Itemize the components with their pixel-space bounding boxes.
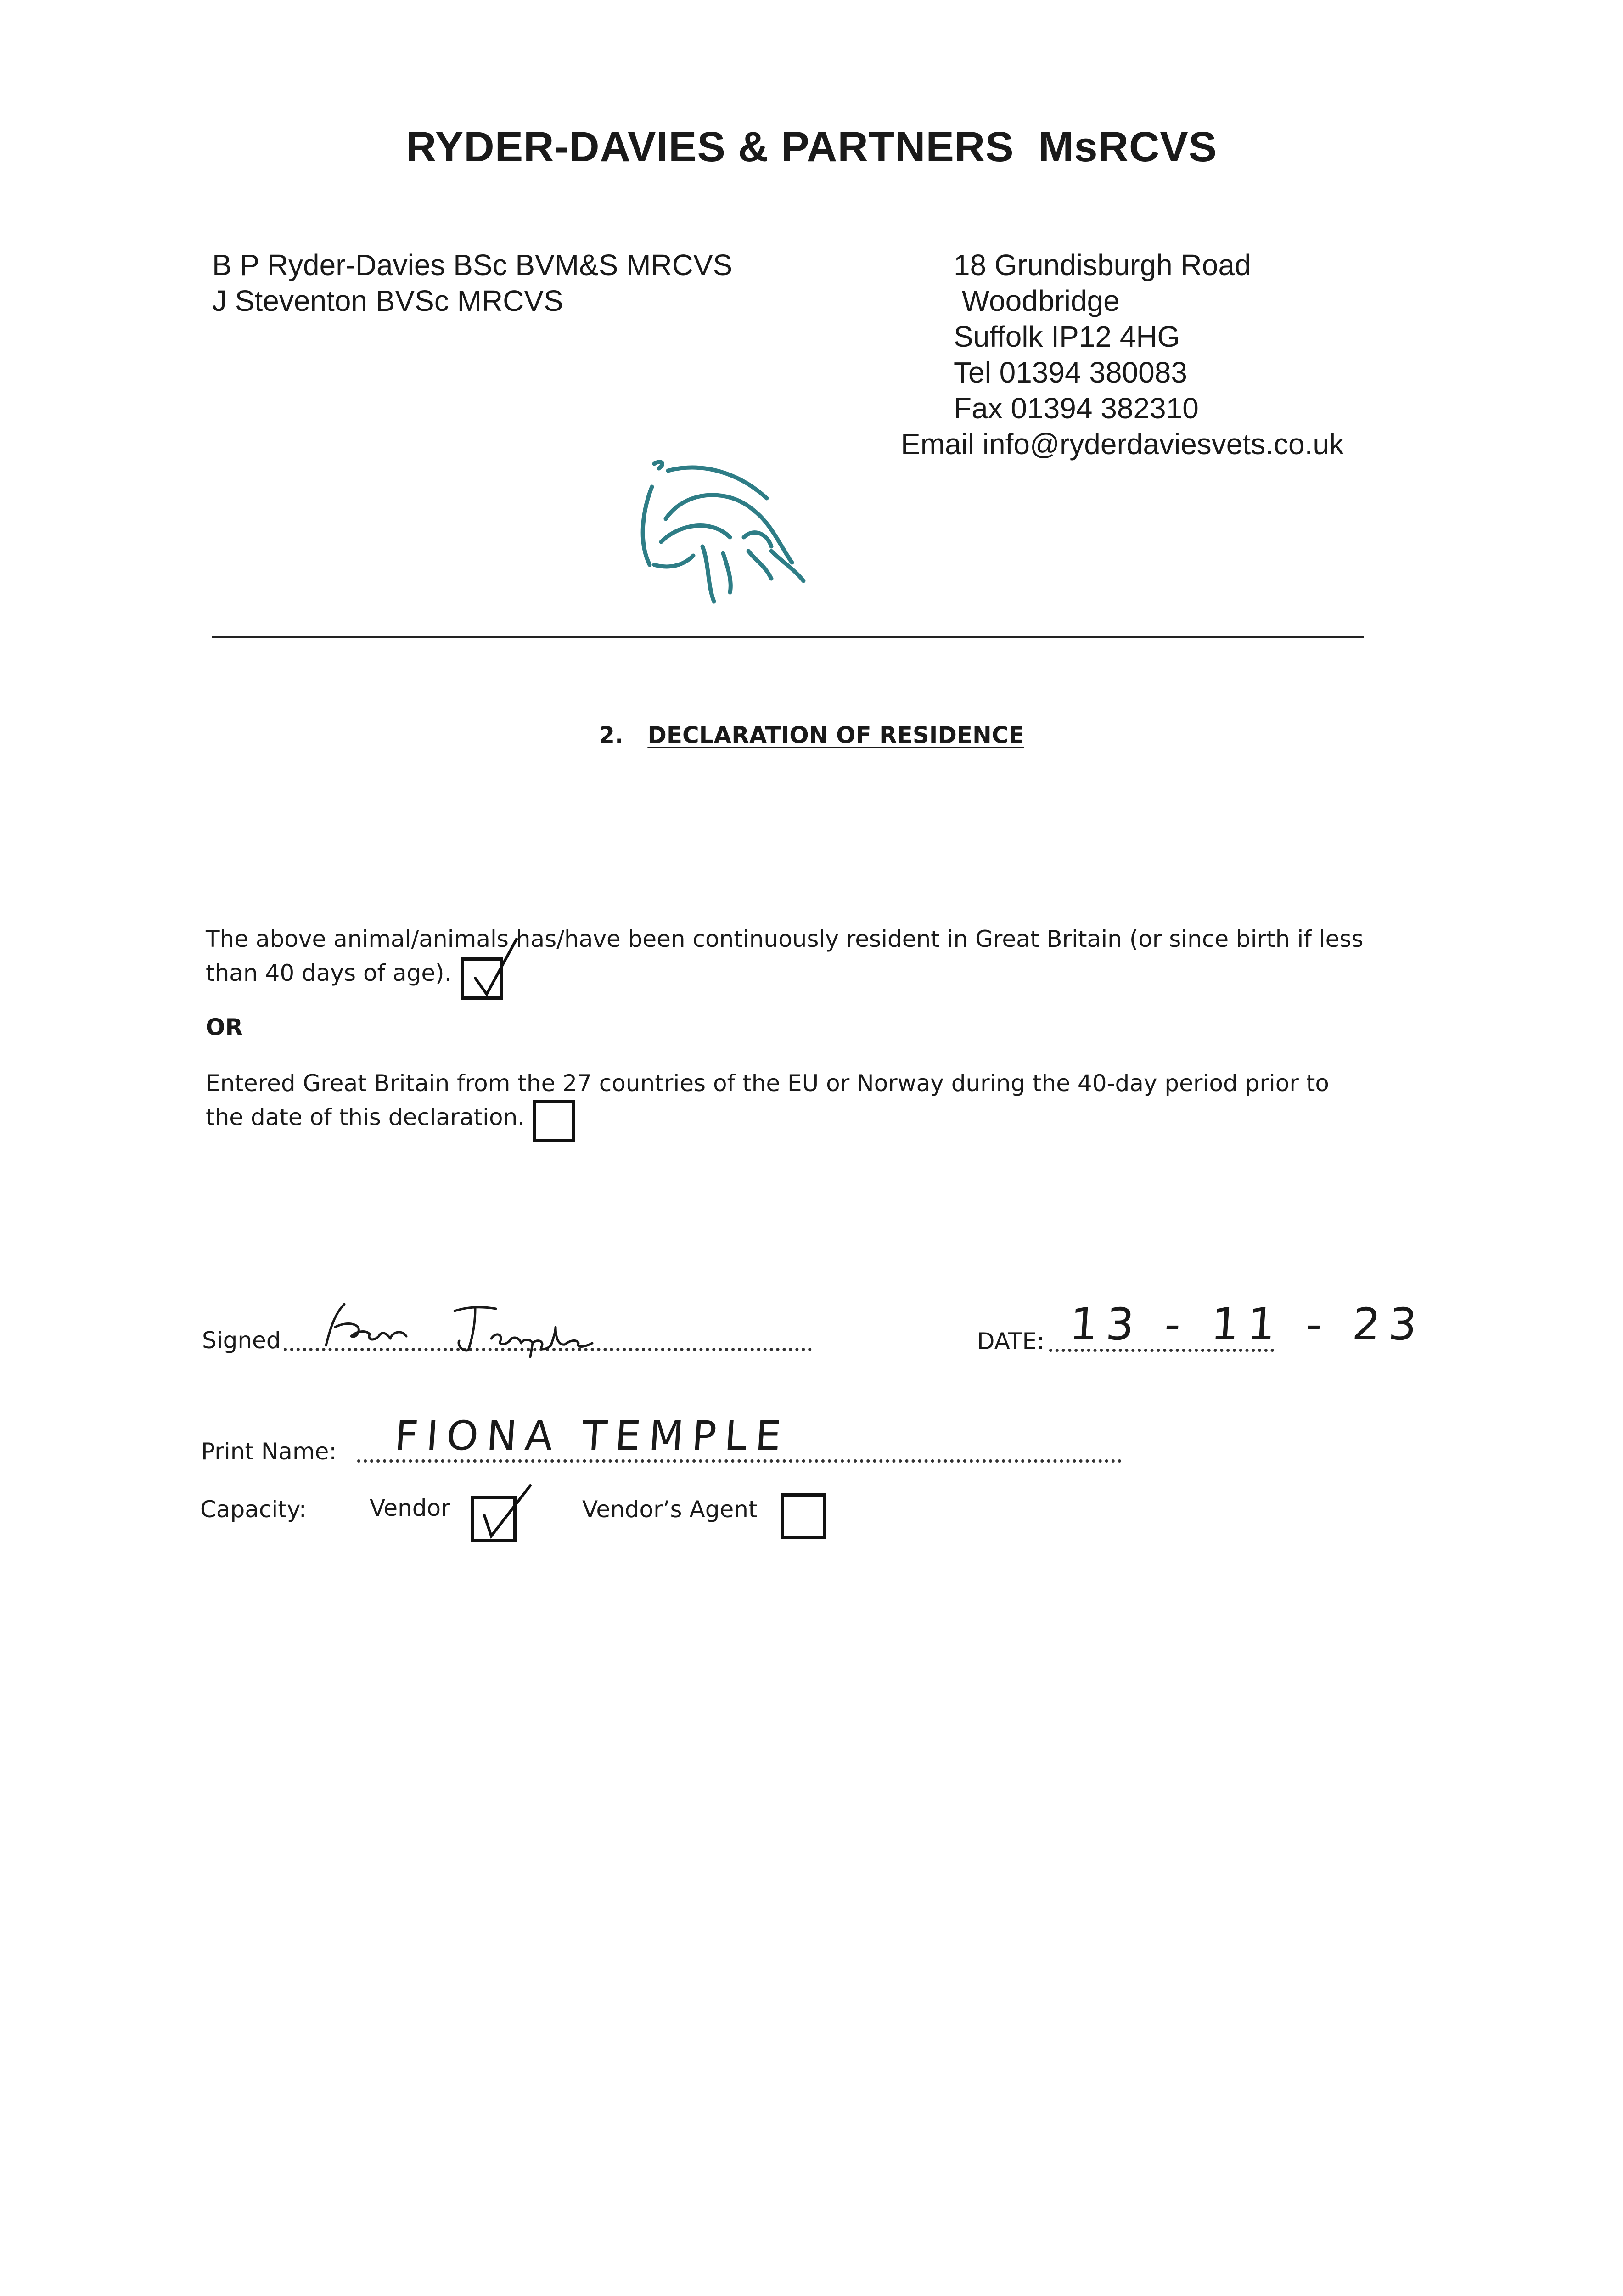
resident-text-line1: The above animal/animals has/have been continuously resident in Great Britain (or since birth if less (206, 926, 1364, 952)
entered-text-line1: Entered Great Britain from the 27 countries of the EU or Norway during the 40-day period prior to (206, 1070, 1329, 1097)
vendor-label: Vendor (370, 1495, 450, 1521)
horse-and-foal-logo-icon (634, 455, 831, 620)
address-fax: Fax 01394 382310 (954, 392, 1199, 425)
print-name-line (357, 1459, 1122, 1463)
partner-2: J Steventon BVSc MRCVS (212, 284, 563, 317)
section-number: 2. (599, 722, 624, 748)
section-title: DECLARATION OF RESIDENCE (647, 722, 1024, 748)
address-town: Woodbridge (954, 284, 1120, 317)
capacity-label: Capacity: (200, 1496, 307, 1523)
print-name-value[interactable]: FIONA TEMPLE (393, 1412, 791, 1459)
vendors-agent-label: Vendor’s Agent (582, 1496, 758, 1523)
header-divider (212, 636, 1364, 638)
vendors-agent-checkbox[interactable] (781, 1493, 826, 1539)
entered-checkbox[interactable] (533, 1100, 575, 1142)
address-email: Email info@ryderdaviesvets.co.uk (901, 428, 1344, 461)
firm-name: RYDER-DAVIES & PARTNERS MsRCVS (405, 124, 1218, 170)
or-label: OR (206, 1014, 243, 1041)
signed-label: Signed (202, 1327, 281, 1354)
vendor-check-mark-icon (473, 1481, 537, 1545)
signature-scribble[interactable] (317, 1295, 611, 1359)
partner-1: B P Ryder-Davies BSc BVM&S MRCVS (212, 248, 733, 281)
resident-text-line2: than 40 days of age). (206, 960, 452, 986)
address-tel: Tel 01394 380083 (954, 356, 1187, 389)
address-street: 18 Grundisburgh Road (954, 248, 1251, 281)
section-heading (0, 722, 1623, 748)
date-label: DATE: (977, 1328, 1045, 1355)
print-name-label: Print Name: (201, 1438, 337, 1465)
address-county: Suffolk IP12 4HG (954, 320, 1180, 353)
entered-text-line2: the date of this declaration. (206, 1104, 525, 1131)
resident-check-mark-icon (464, 934, 523, 1003)
date-value[interactable]: 13 - 11 - 23 (1068, 1299, 1427, 1350)
